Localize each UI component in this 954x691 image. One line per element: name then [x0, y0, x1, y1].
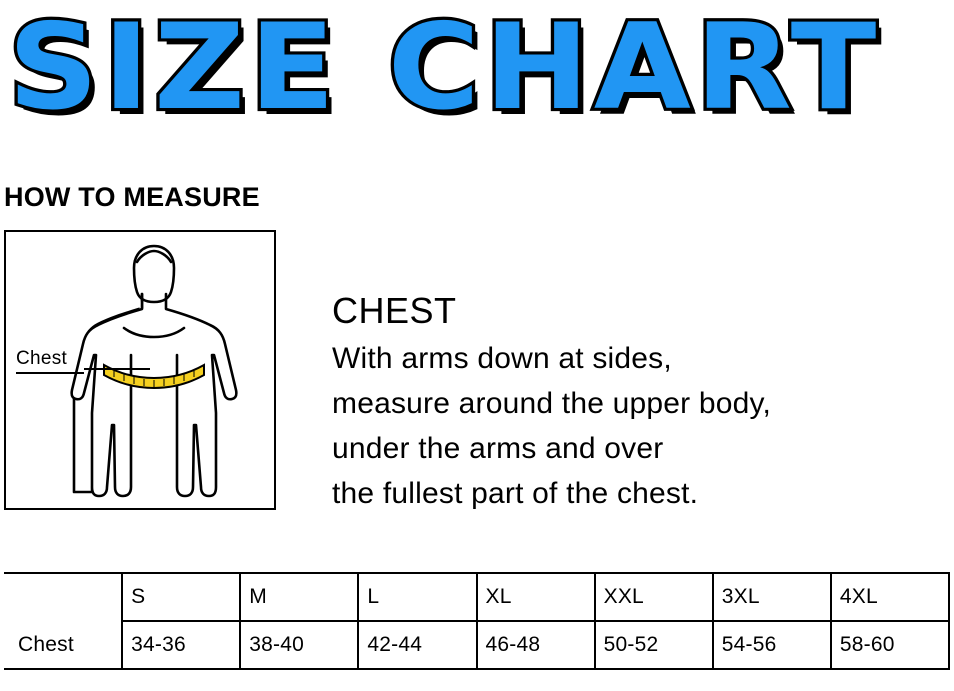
description-body: [332, 336, 947, 516]
table-cell: 58-60: [831, 621, 949, 669]
table-column-header: L: [358, 573, 476, 621]
table-column-header: XXL: [595, 573, 713, 621]
table-cell: 54-56: [713, 621, 831, 669]
how-to-measure-heading: HOW TO MEASURE: [4, 182, 260, 212]
table-column-header: 3XL: [713, 573, 831, 621]
table-corner-cell: [4, 573, 122, 621]
page-title: SIZE CHART: [8, 0, 881, 137]
table-cell: 42-44: [358, 621, 476, 669]
table-cell: 50-52: [595, 621, 713, 669]
table-column-header: XL: [477, 573, 595, 621]
description-heading: CHEST: [332, 290, 457, 331]
size-table: [4, 572, 950, 670]
table-column-header: 4XL: [831, 573, 949, 621]
description-line: With arms down at sides,: [332, 342, 672, 375]
description-line: the fullest part of the chest.: [332, 477, 699, 510]
page-title-banner: [0, 0, 954, 150]
measurement-description: [332, 288, 947, 516]
table-row: [4, 621, 949, 669]
measurement-figure: [4, 230, 276, 510]
figure-chest-label: Chest: [16, 348, 68, 369]
table-cell: 46-48: [477, 621, 595, 669]
table-column-header: S: [122, 573, 240, 621]
figure-chest-underline: [16, 372, 84, 374]
table-header-row: [4, 573, 949, 621]
table-column-header: M: [240, 573, 358, 621]
table-cell: 38-40: [240, 621, 358, 669]
description-line: measure around the upper body,: [332, 387, 772, 420]
figure-chest-leader-line: [84, 368, 150, 370]
table-cell: 34-36: [122, 621, 240, 669]
table-row-header: Chest: [4, 621, 122, 669]
torso-illustration-icon: [6, 232, 274, 508]
description-line: under the arms and over: [332, 432, 664, 465]
